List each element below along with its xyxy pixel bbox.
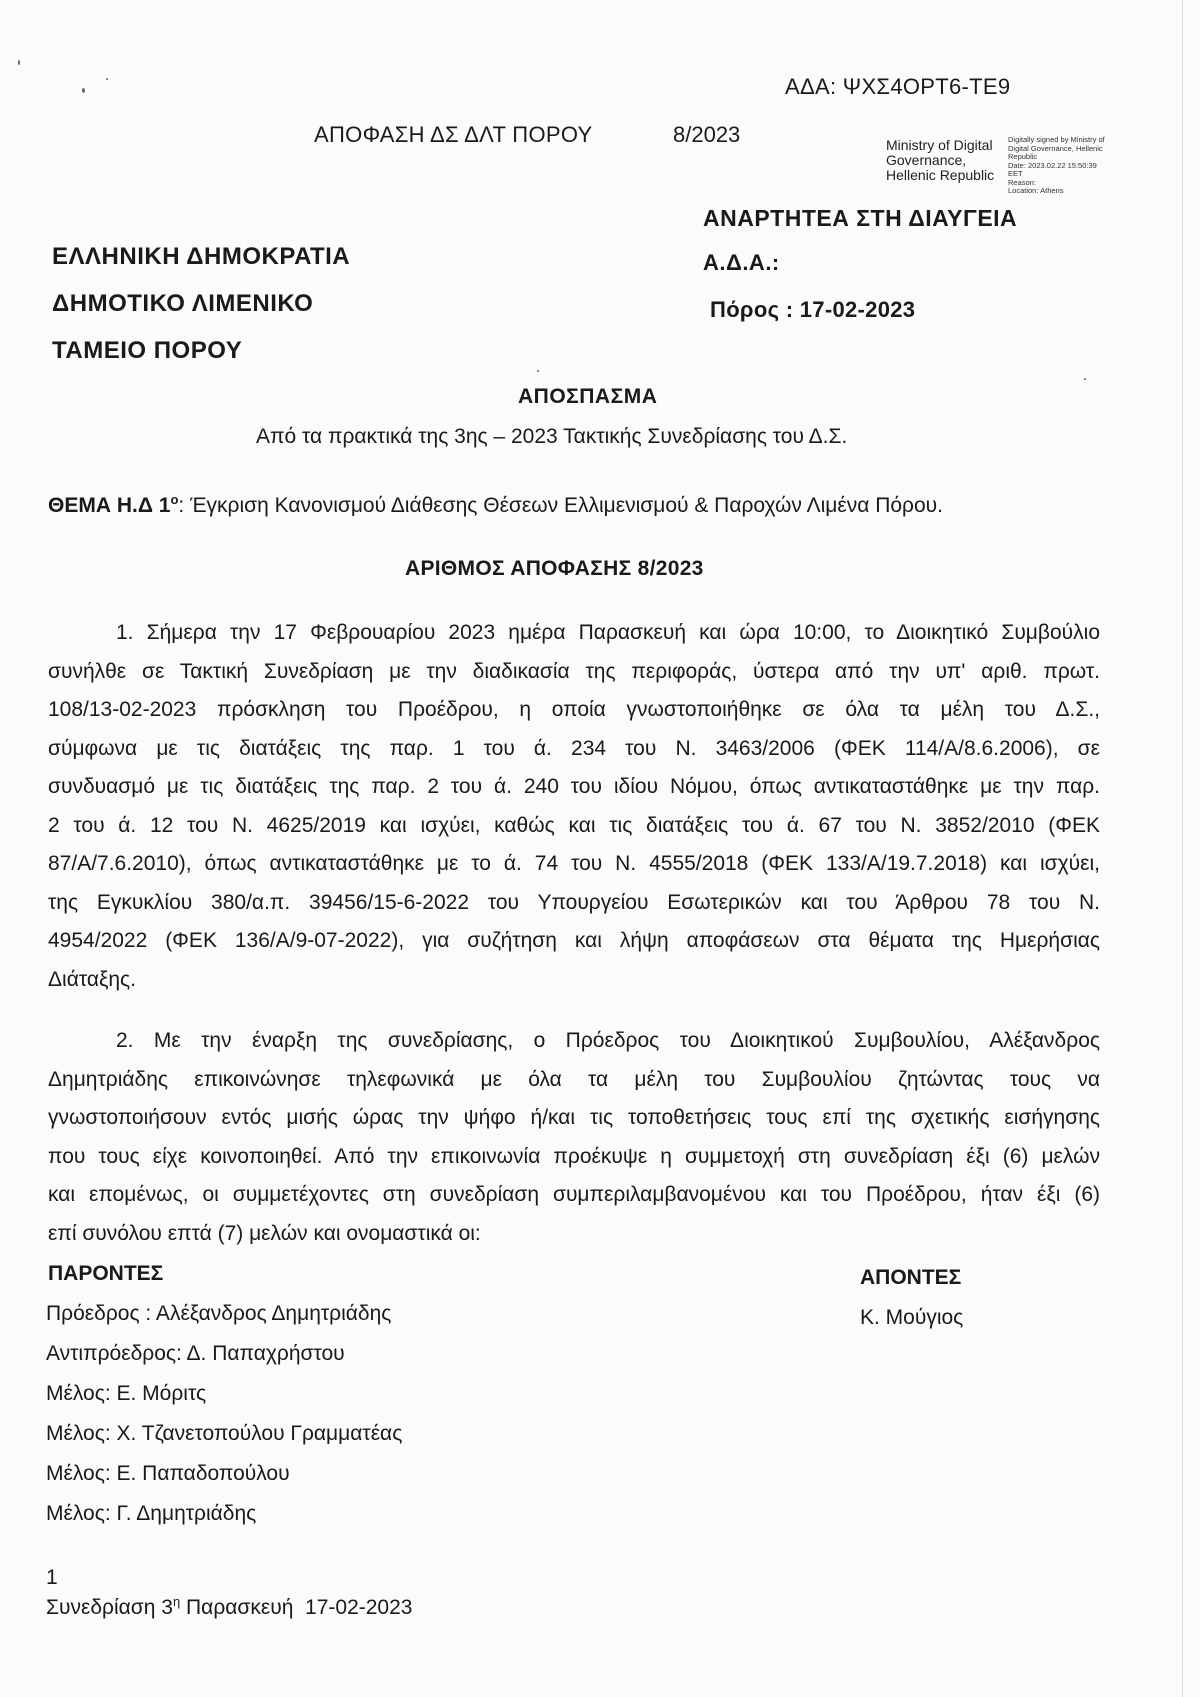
- present-member: Αντιπρόεδρος: Δ. Παπαχρήστου: [46, 1342, 345, 1365]
- subject-label: ΘΕΜΑ Η.Δ 1: [48, 494, 171, 517]
- paragraph-line: 1. Σήμερα την 17 Φεβρουαρίου 2023 ημέρα Παρασκευή και ώρα 10:00, το Διοικητικό Συμβούλιο: [116, 621, 1100, 644]
- signature-detail: Reason:: [1008, 177, 1036, 187]
- excerpt-subtitle: Από τα πρακτικά της 3ης – 2023 Τακτικής Συνεδρίασης του Δ.Σ.: [256, 425, 848, 448]
- paragraph-line: 4954/2022 (ΦΕΚ 136/Α/9-07-2022), για συζήτηση και λήψη αποφάσεων στα θέματα της Ημερήσιας: [48, 929, 1100, 952]
- signature-detail: EET: [1008, 169, 1023, 178]
- paragraph-line: 87/Α/7.6.2010), όπως αντικαταστάθηκε με το ά. 74 του Ν. 4555/2018 (ΦΕΚ 133/Α/19.7.2018) και ισχύει,: [48, 852, 1100, 875]
- ada-code: ΑΔΑ: ΨΧΣ4ΟΡΤ6-ΤΕ9: [785, 74, 1011, 99]
- footer-session-sup: η: [172, 1594, 181, 1609]
- signature-detail: Date: 2023.02.22 15:50:39: [1008, 160, 1097, 170]
- page-number: 1: [46, 1566, 58, 1589]
- paragraph-line: συνήλθε σε Τακτική Συνεδρίαση με την διαδικασία της περιφοράς, ύστερα από την υπ' αριθ. πρωτ.: [48, 659, 1100, 683]
- paragraph-line: που τους είχε κοινοποιηθεί. Από την επικοινωνία προέκυψε η συμμετοχή στη συνεδρίαση έξι (6) μελών: [48, 1144, 1100, 1168]
- footer-session-prefix: Συνεδρίαση 3: [46, 1596, 173, 1619]
- excerpt-title: ΑΠΟΣΠΑΣΜΑ: [518, 385, 658, 408]
- decision-number-top: 8/2023: [673, 122, 741, 147]
- footer-session: [46, 1594, 412, 1620]
- scan-speck: [537, 370, 539, 372]
- paragraph-line: 108/13-02-2023 πρόσκληση του Προέδρου, η οποία γνωστοποιήθηκε σε όλα τα μέλη του Δ.Σ.,: [48, 698, 1100, 721]
- present-member: Μέλος: Χ. Τζανετοπούλου Γραμματέας: [46, 1422, 403, 1445]
- scan-speck: [82, 88, 85, 93]
- signature-detail: Republic: [1008, 152, 1038, 161]
- scan-edge: [1182, 0, 1183, 1697]
- paragraph-line: γνωστοποιήσουν εντός μισής ώρας την ψήφο ή/και τις τοποθετήσεις τους επί της σχετικής εισήγησης: [48, 1106, 1100, 1129]
- scan-speck: [106, 78, 108, 80]
- organization-line: ΤΑΜΕΙΟ ΠΟΡΟΥ: [52, 337, 243, 364]
- subject-text: : Έγκριση Κανονισμού Διάθεσης Θέσεων Ελλιμενισμού & Παροχών Λιμένα Πόρου.: [178, 494, 943, 517]
- present-member: Μέλος: Ε. Παπαδοπούλου: [46, 1462, 290, 1485]
- footer-session-suffix: Παρασκευή 17-02-2023: [180, 1596, 413, 1619]
- paragraph-line: σύμφωνα με τις διατάξεις της παρ. 1 του ά. 234 του Ν. 3463/2006 (ΦΕΚ 114/Α/8.6.2006), σε: [48, 736, 1100, 760]
- signature-detail: Digital Governance, Hellenic: [1008, 143, 1103, 153]
- paragraph-line: της Εγκυκλίου 380/α.π. 39456/15-6-2022 του Υπουργείου Εσωτερικών και του Άρθρου 78 του Ν.: [48, 890, 1100, 914]
- absent-member: Κ. Μούγιος: [860, 1306, 964, 1329]
- decision-number-heading: ΑΡΙΘΜΟΣ ΑΠΟΦΑΣΗΣ 8/2023: [405, 557, 704, 580]
- paragraph-1: [48, 614, 1100, 999]
- paragraph-line: και επομένως, οι συμμετέχοντες στη συνεδρίαση συμπεριλαμβανομένου και του Προέδρου, ήταν έξι (6): [48, 1183, 1100, 1206]
- scan-speck: [18, 60, 20, 65]
- organization-line: ΔΗΜΟΤΙΚΟ ΛΙΜΕΝΙΚΟ: [52, 290, 314, 317]
- decision-reference: ΑΠΟΦΑΣΗ ΔΣ ΔΛΤ ΠΟΡΟΥ: [314, 122, 593, 147]
- ada-label: Α.Δ.Α.:: [703, 250, 780, 275]
- signature-detail: Location: Athens: [1008, 186, 1064, 195]
- paragraph-line: Δημητριάδης επικοινώνησε τηλεφωνικά με όλα τα μέλη του Συμβουλίου ζητώντας τους να: [48, 1067, 1100, 1091]
- paragraph-line: συνδυασμό με τις διατάξεις της παρ. 2 του ά. 240 του ιδίου Νόμου, όπως αντικαταστάθηκε με την παρ.: [48, 775, 1100, 798]
- absent-heading: ΑΠΟΝΤΕΣ: [860, 1266, 962, 1289]
- present-member: Πρόεδρος : Αλέξανδρος Δημητριάδης: [46, 1302, 392, 1325]
- subject-line: [48, 492, 943, 518]
- present-member: Μέλος: Ε. Μόριτς: [46, 1382, 207, 1405]
- organization-line: ΕΛΛΗΝΙΚΗ ΔΗΜΟΚΡΑΤΙΑ: [52, 243, 351, 270]
- paragraph-line: 2. Με την έναρξη της συνεδρίασης, ο Πρόεδρος του Διοικητικού Συμβουλίου, Αλέξανδρος: [116, 1029, 1100, 1052]
- post-notice: ΑΝΑΡΤΗΤΕΑ ΣΤΗ ΔΙΑΥΓΕΙΑ: [703, 205, 1018, 231]
- subject-label-sup: ο: [170, 492, 179, 507]
- digital-signature-details: [1008, 136, 1105, 196]
- paragraph-line: 2 του ά. 12 του Ν. 4625/2019 και ισχύει, καθώς και τις διατάξεις του ά. 67 του Ν. 3852/2010 (ΦΕΚ: [48, 813, 1100, 837]
- paragraph-line: επί συνόλου επτά (7) μελών και ονομαστικά οι:: [48, 1221, 481, 1245]
- present-member: Μέλος: Γ. Δημητριάδης: [46, 1502, 257, 1525]
- signer-line: Governance,: [886, 152, 967, 168]
- present-heading: ΠΑΡΟΝΤΕΣ: [48, 1262, 164, 1285]
- place-date: Πόρος : 17-02-2023: [710, 297, 916, 322]
- digital-signature-signer: [886, 138, 994, 183]
- signature-detail: Digitally signed by Ministry of: [1008, 135, 1105, 144]
- signer-line: Hellenic Republic: [886, 167, 995, 183]
- paragraph-2: [48, 1022, 1100, 1253]
- signer-line: Ministry of Digital: [886, 137, 993, 153]
- paragraph-line: Διάταξης.: [48, 967, 137, 991]
- scan-speck: [1084, 378, 1086, 380]
